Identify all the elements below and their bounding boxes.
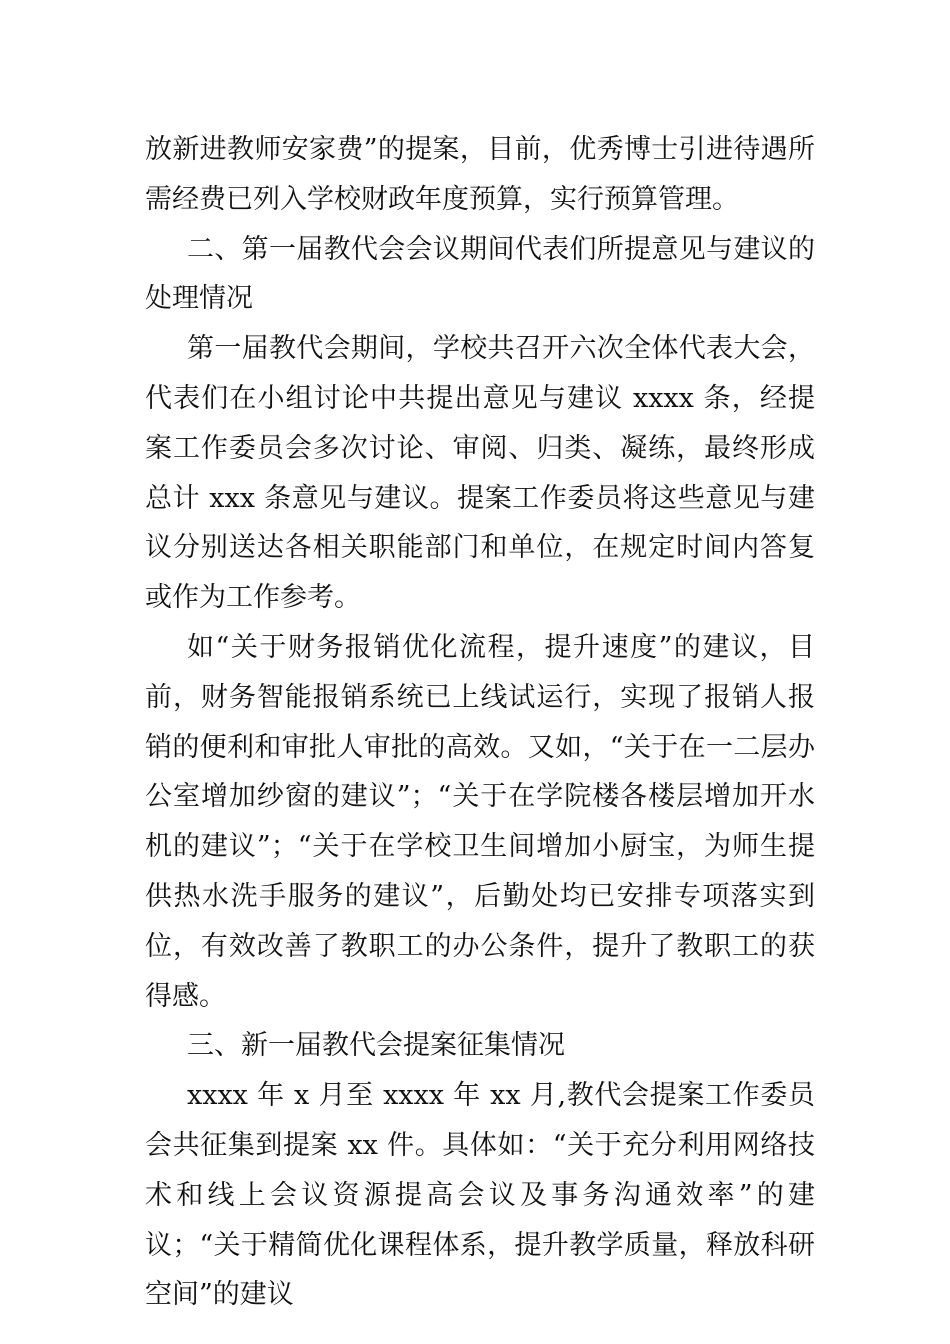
paragraph-suggestion-examples: 如“关于财务报销优化流程，提升速度”的建议，目前，财务智能报销系统已上线试运行，实现了报销人报销的便利和审批人审批的高效。又如，“关于在一二层办公室增加纱窗的建议”；“关于在学院楼各楼层增加开水机的建议”；“关于在学校卫生间增加小厨宝，为师生提供热水洗手服务的建议”，后勤处均已安排专项落实到位，有效改善了教职工的办公条件，提升了教职工的获得感。 [145, 631, 815, 1012]
section-heading-3: 三、新一届教代会提案征集情况 [187, 1030, 565, 1062]
paragraph-new-proposals: xxxx 年 x 月至 xxxx 年 xx 月,教代会提案工作委员会共征集到提案 xx 件。具体如：“关于充分利用网络技术和线上会议资源提高会议及事务沟通效率”的建议；“关于精简优化课程体系，提升教学质量，释放科研空间”的建议 [145, 1080, 815, 1311]
paragraph-housing-allowance-conclusion: 放新进教师安家费”的提案，目前，优秀博士引进待遇所需经费已列入学校财政年度预算，实行预算管理。 [145, 134, 815, 215]
paragraph-first-congress-suggestions: 第一届教代会期间，学校共召开六次全体代表大会，代表们在小组讨论中共提出意见与建议 xxxx 条，经提案工作委员会多次讨论、审阅、归类、凝练，最终形成总计 xxx 条意见与建议。提案工作委员将这些意见与建议分别送达各相关职能部门和单位，在规定时间内答复或作为工作参考。 [145, 333, 815, 614]
section-heading-2: 二、第一届教代会会议期间代表们所提意见与建议的处理情况 [145, 233, 815, 315]
document-body [145, 125, 815, 1320]
